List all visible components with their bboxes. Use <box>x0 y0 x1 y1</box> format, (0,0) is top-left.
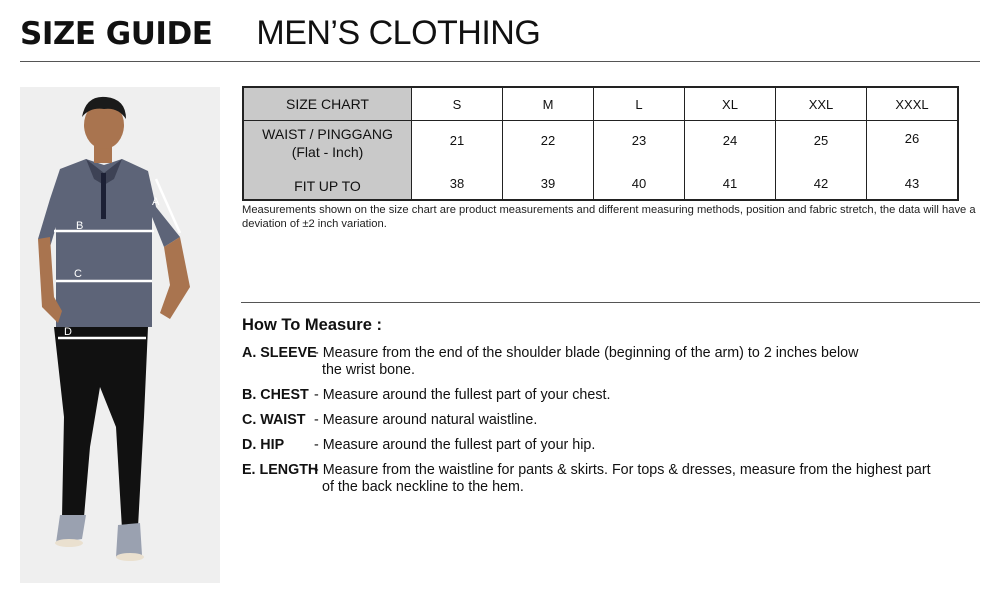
measure-key: C. WAIST <box>242 412 306 428</box>
size-chart-table <box>242 86 959 201</box>
marker-d: D <box>64 326 72 338</box>
measure-key: E. LENGTH <box>242 462 319 478</box>
measurement-note: Measurements shown on the size chart are product measurements and different measuring methods, position and fabric stretch, the data will have a deviation of ±2 inch variation. <box>242 204 976 230</box>
how-to-measure-title: How To Measure : <box>242 316 382 334</box>
marker-a: A <box>152 196 160 208</box>
size-column-s <box>412 121 503 201</box>
measure-desc: - Measure around the fullest part of your hip. <box>314 437 596 453</box>
size-header-xxl: XXL <box>776 87 867 121</box>
marker-c: C <box>74 268 82 280</box>
fit-value: 41 <box>722 176 738 191</box>
measure-desc-line: - Measure from the waistline for pants & skirts. For tops & dresses, measure from the highest part <box>314 462 931 478</box>
model-illustration <box>20 87 220 583</box>
waist-value: 21 <box>449 133 465 148</box>
size-column-xxl <box>776 121 867 201</box>
waist-value: 26 <box>904 131 920 146</box>
waist-value: 24 <box>722 133 738 148</box>
page-subtitle: MEN’S CLOTHING <box>256 14 541 52</box>
measure-desc: - Measure around the fullest part of your chest. <box>314 387 611 403</box>
size-header-s: S <box>412 87 503 121</box>
fit-up-to-label: FIT UP TO <box>294 178 361 194</box>
model-figure <box>20 87 220 583</box>
measure-desc-line: the wrist bone. <box>322 362 415 378</box>
size-column-m <box>503 121 594 201</box>
waist-value: 23 <box>631 133 647 148</box>
waist-unit-label: (Flat - Inch) <box>291 144 364 160</box>
size-chart-row-labels <box>243 121 412 201</box>
measure-key: B. CHEST <box>242 387 309 403</box>
size-header-xxxl: XXXL <box>867 87 959 121</box>
fit-value: 38 <box>449 176 465 191</box>
size-header-l: L <box>594 87 685 121</box>
fit-value: 43 <box>904 176 920 191</box>
waist-label: WAIST / PINGGANG <box>262 126 393 142</box>
header-divider <box>20 61 980 62</box>
page-title: SIZE GUIDE <box>20 16 213 52</box>
fit-value: 40 <box>631 176 647 191</box>
waist-value: 25 <box>813 133 829 148</box>
size-header-m: M <box>503 87 594 121</box>
fit-value: 39 <box>540 176 556 191</box>
fit-value: 42 <box>813 176 829 191</box>
measure-key: A. SLEEVE <box>242 345 317 361</box>
measure-desc-line: - Measure from the end of the shoulder blade (beginning of the arm) to 2 inches below <box>314 345 859 361</box>
size-column-l <box>594 121 685 201</box>
measure-desc-line: of the back neckline to the hem. <box>322 479 524 495</box>
marker-b: B <box>76 220 84 232</box>
measure-desc: - Measure around natural waistline. <box>314 412 538 428</box>
waist-value: 22 <box>540 133 556 148</box>
measure-desc <box>314 462 931 496</box>
size-chart-header-row <box>243 87 958 121</box>
measure-key: D. HIP <box>242 437 285 453</box>
measure-desc <box>314 345 858 379</box>
size-header-xl: XL <box>685 87 776 121</box>
section-divider <box>241 302 980 303</box>
size-chart-body-row <box>243 121 958 201</box>
size-column-xxxl <box>867 121 959 201</box>
size-chart-header-label: SIZE CHART <box>243 87 412 121</box>
size-column-xl <box>685 121 776 201</box>
page-header <box>20 14 540 58</box>
